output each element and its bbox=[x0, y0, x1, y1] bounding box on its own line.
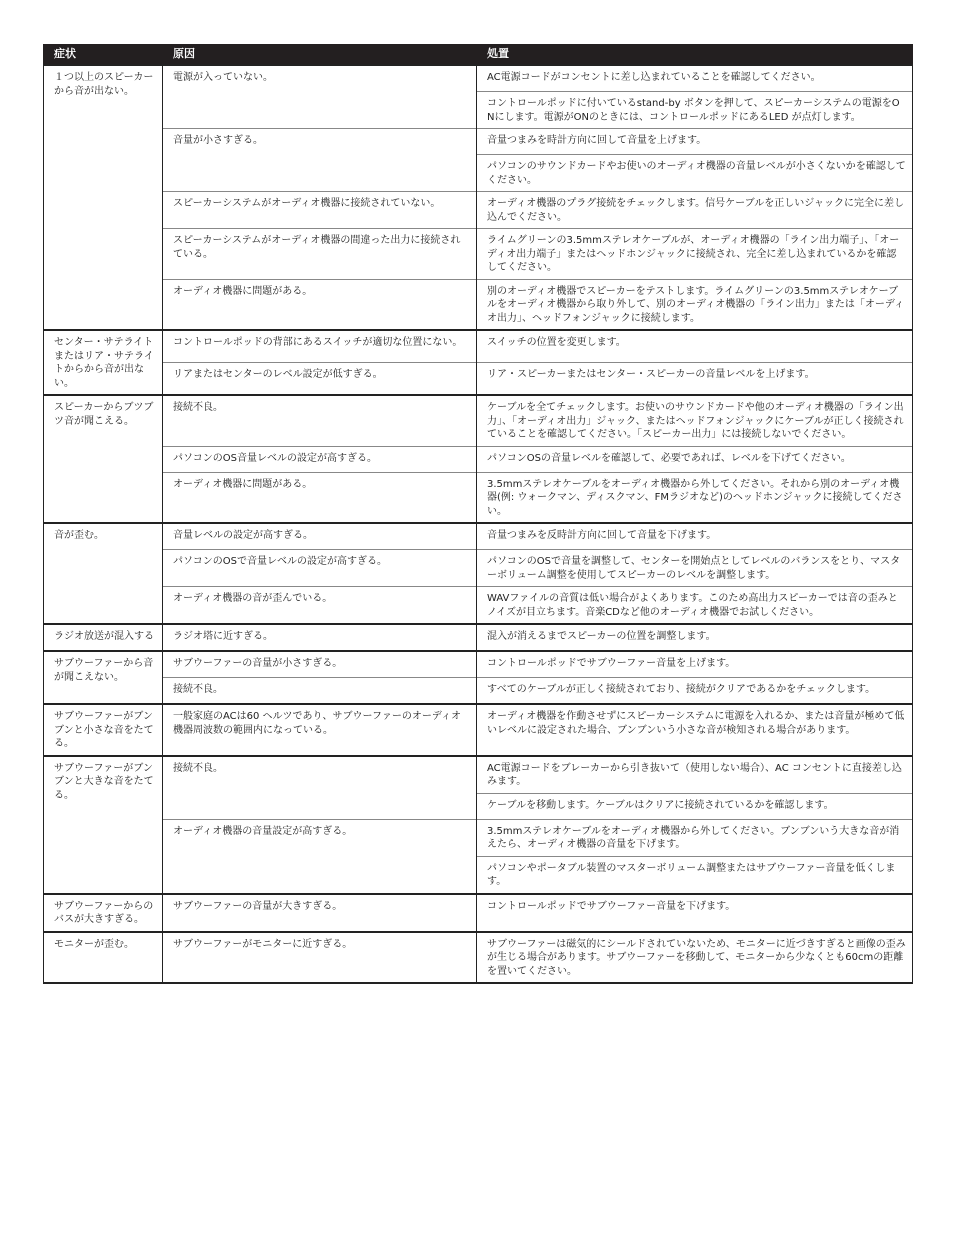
remedy-cell: ケーブルを全てチェックします。お使いのサウンドカードや他のオーディオ機器の「ライン出力」、「オーディオ出力」ジャック、またはヘッドフォンジャックにケーブルが正しく接続されていることを確認してください。「スピーカー出力」には接続しないでください。 bbox=[477, 395, 913, 446]
cause-cell: 電源が入っていない。 bbox=[163, 65, 477, 129]
symptom-group bbox=[44, 894, 913, 932]
cause-cell: オーディオ機器の音量設定が高すぎる。 bbox=[163, 819, 477, 894]
remedy-cell: 音量つまみを反時計方向に回して音量を下げます。 bbox=[477, 523, 913, 550]
cause-cell: コントロールポッドの背部にあるスイッチが適切な位置にない。 bbox=[163, 330, 477, 363]
cause-cell: オーディオ機器に問題がある。 bbox=[163, 279, 477, 330]
remedy-cell: 別のオーディオ機器でスピーカーをテストします。ライムグリーンの3.5mmステレオケーブルをオーディオ機器から取り外して、別のオーディオ機器の「ライン出力」または「オーディオ出力」、ヘッドフォンジャックに接続します。 bbox=[477, 279, 913, 330]
symptom-cell: １つ以上のスピーカーから音が出ない。 bbox=[44, 65, 163, 330]
cause-cell: ラジオ塔に近すぎる。 bbox=[163, 624, 477, 651]
remedy-cell: すべてのケーブルが正しく接続されており、接続がクリアであるかをチェックします。 bbox=[477, 678, 913, 705]
remedy-cell: オーディオ機器のプラグ接続をチェックします。信号ケーブルを正しいジャックに完全に差し込んでください。 bbox=[477, 192, 913, 229]
header-cause: 原因 bbox=[163, 44, 477, 65]
remedy-cell: 混入が消えるまでスピーカーの位置を調整します。 bbox=[477, 624, 913, 651]
symptom-cell: ラジオ放送が混入する bbox=[44, 624, 163, 651]
symptom-group bbox=[44, 330, 913, 395]
table-row bbox=[44, 65, 913, 92]
header-symptom: 症状 bbox=[44, 44, 163, 65]
symptom-group bbox=[44, 756, 913, 894]
cause-cell: サブウーファーがモニターに近すぎる。 bbox=[163, 932, 477, 984]
symptom-cell: センター・サテライトまたはリア・サテライトからから音が出ない。 bbox=[44, 330, 163, 395]
table-row bbox=[44, 894, 913, 932]
symptom-group bbox=[44, 523, 913, 624]
table-row bbox=[44, 229, 913, 280]
table-row bbox=[44, 446, 913, 472]
table-row bbox=[44, 932, 913, 984]
cause-cell: リアまたはセンターのレベル設定が低すぎる。 bbox=[163, 363, 477, 396]
cause-cell: 接続不良。 bbox=[163, 678, 477, 705]
cause-cell: スピーカーシステムがオーディオ機器に接続されていない。 bbox=[163, 192, 477, 229]
table-row bbox=[44, 756, 913, 794]
table-row bbox=[44, 651, 913, 678]
remedy-cell: コントロールポッドに付いているstand-by ボタンを押して、スピーカーシステムの電源をONにします。電源がONのときには、コントロールポッドにあるLED が点灯します。 bbox=[477, 92, 913, 129]
symptom-group bbox=[44, 65, 913, 330]
symptom-cell: スピーカーからブツブツ音が聞こえる。 bbox=[44, 395, 163, 523]
remedy-cell: パソコンやポータブル装置のマスターボリューム調整またはサブウーファー音量を低くします。 bbox=[477, 856, 913, 894]
remedy-cell: 3.5mmステレオケーブルをオーディオ機器から外してください。ブンブンいう大きな音が消えたら、オーディオ機器の音量を下げます。 bbox=[477, 819, 913, 856]
table-row bbox=[44, 330, 913, 363]
remedy-cell: AC電源コードをブレーカーから引き抜いて（使用しない場合）、AC コンセントに直接差し込みます。 bbox=[477, 756, 913, 794]
table-row bbox=[44, 129, 913, 155]
cause-cell: 一般家庭のACは60 ヘルツであり、サブウーファーのオーディオ機器周波数の範囲内になっている。 bbox=[163, 704, 477, 756]
remedy-cell: 音量つまみを時計方向に回して音量を上げます。 bbox=[477, 129, 913, 155]
table-row bbox=[44, 704, 913, 756]
remedy-cell: スイッチの位置を変更します。 bbox=[477, 330, 913, 363]
table-row bbox=[44, 624, 913, 651]
table-row bbox=[44, 523, 913, 550]
cause-cell: 接続不良。 bbox=[163, 395, 477, 446]
header-remedy: 処置 bbox=[477, 44, 913, 65]
remedy-cell: リア・スピーカーまたはセンター・スピーカーの音量レベルを上げます。 bbox=[477, 363, 913, 396]
remedy-cell: WAVファイルの音質は低い場合がよくあります。このため高出力スピーカーでは音の歪みとノイズが目立ちます。音楽CDなど他のオーディオ機器でお試しください。 bbox=[477, 587, 913, 625]
symptom-group bbox=[44, 932, 913, 984]
cause-cell: 接続不良。 bbox=[163, 756, 477, 820]
cause-cell: パソコンのOS音量レベルの設定が高すぎる。 bbox=[163, 446, 477, 472]
table-row bbox=[44, 472, 913, 523]
cause-cell: 音量レベルの設定が高すぎる。 bbox=[163, 523, 477, 550]
symptom-cell: サブウーファーから音が聞こえない。 bbox=[44, 651, 163, 704]
table-row bbox=[44, 192, 913, 229]
symptom-group bbox=[44, 651, 913, 704]
symptom-group bbox=[44, 624, 913, 651]
cause-cell: サブウーファーの音量が大きすぎる。 bbox=[163, 894, 477, 932]
table-header-row bbox=[44, 44, 913, 65]
remedy-cell: パソコンのOSで音量を調整して、センターを開始点としてレベルのバランスをとり、マスターボリューム調整を使用してスピーカーのレベルを調整します。 bbox=[477, 550, 913, 587]
table-row bbox=[44, 279, 913, 330]
table-row bbox=[44, 587, 913, 625]
symptom-cell: サブウーファーからのバスが大きすぎる。 bbox=[44, 894, 163, 932]
symptom-cell: サブウーファーがブンブンと小さな音をたてる。 bbox=[44, 704, 163, 756]
remedy-cell: パソコンOSの音量レベルを確認して、必要であれば、レベルを下げてください。 bbox=[477, 446, 913, 472]
table-row bbox=[44, 819, 913, 856]
remedy-cell: コントロールポッドでサブウーファー音量を上げます。 bbox=[477, 651, 913, 678]
table-row bbox=[44, 678, 913, 705]
remedy-cell: ライムグリーンの3.5mmステレオケーブルが、オーディオ機器の「ライン出力端子」、「オーディオ出力端子」またはヘッドホンジャックに接続され、完全に差し込まれているかを確認してください。 bbox=[477, 229, 913, 280]
cause-cell: サブウーファーの音量が小さすぎる。 bbox=[163, 651, 477, 678]
remedy-cell: AC電源コードがコンセントに差し込まれていることを確認してください。 bbox=[477, 65, 913, 92]
cause-cell: オーディオ機器に問題がある。 bbox=[163, 472, 477, 523]
troubleshooting-table bbox=[43, 44, 913, 984]
remedy-cell: オーディオ機器を作動させずにスピーカーシステムに電源を入れるか、または音量が極めて低いレベルに設定された場合、ブンブンいう小さな音が検知される場合があります。 bbox=[477, 704, 913, 756]
symptom-cell: モニターが歪む。 bbox=[44, 932, 163, 984]
table-row bbox=[44, 363, 913, 396]
cause-cell: スピーカーシステムがオーディオ機器の間違った出力に接続されている。 bbox=[163, 229, 477, 280]
symptom-group bbox=[44, 395, 913, 523]
cause-cell: 音量が小さすぎる。 bbox=[163, 129, 477, 192]
symptom-cell: 音が歪む。 bbox=[44, 523, 163, 624]
remedy-cell: ケーブルを移動します。ケーブルはクリアに接続されているかを確認します。 bbox=[477, 793, 913, 819]
symptom-cell: サブウーファーがブンブンと大きな音をたてる。 bbox=[44, 756, 163, 894]
table-row bbox=[44, 550, 913, 587]
table-row bbox=[44, 395, 913, 446]
cause-cell: パソコンのOSで音量レベルの設定が高すぎる。 bbox=[163, 550, 477, 587]
remedy-cell: サブウーファーは磁気的にシールドされていないため、モニターに近づきすぎると画像の歪みが生じる場合があります。サブウーファーを移動して、モニターから少なくとも60cmの距離を置いてください。 bbox=[477, 932, 913, 984]
cause-cell: オーディオ機器の音が歪んでいる。 bbox=[163, 587, 477, 625]
symptom-group bbox=[44, 704, 913, 756]
remedy-cell: コントロールポッドでサブウーファー音量を下げます。 bbox=[477, 894, 913, 932]
remedy-cell: 3.5mmステレオケーブルをオーディオ機器から外してください。それから別のオーディオ機器(例: ウォークマン、ディスクマン、FMラジオなど)のヘッドホンジャックに接続してください。 bbox=[477, 472, 913, 523]
remedy-cell: パソコンのサウンドカードやお使いのオーディオ機器の音量レベルが小さくないかを確認してください。 bbox=[477, 155, 913, 192]
